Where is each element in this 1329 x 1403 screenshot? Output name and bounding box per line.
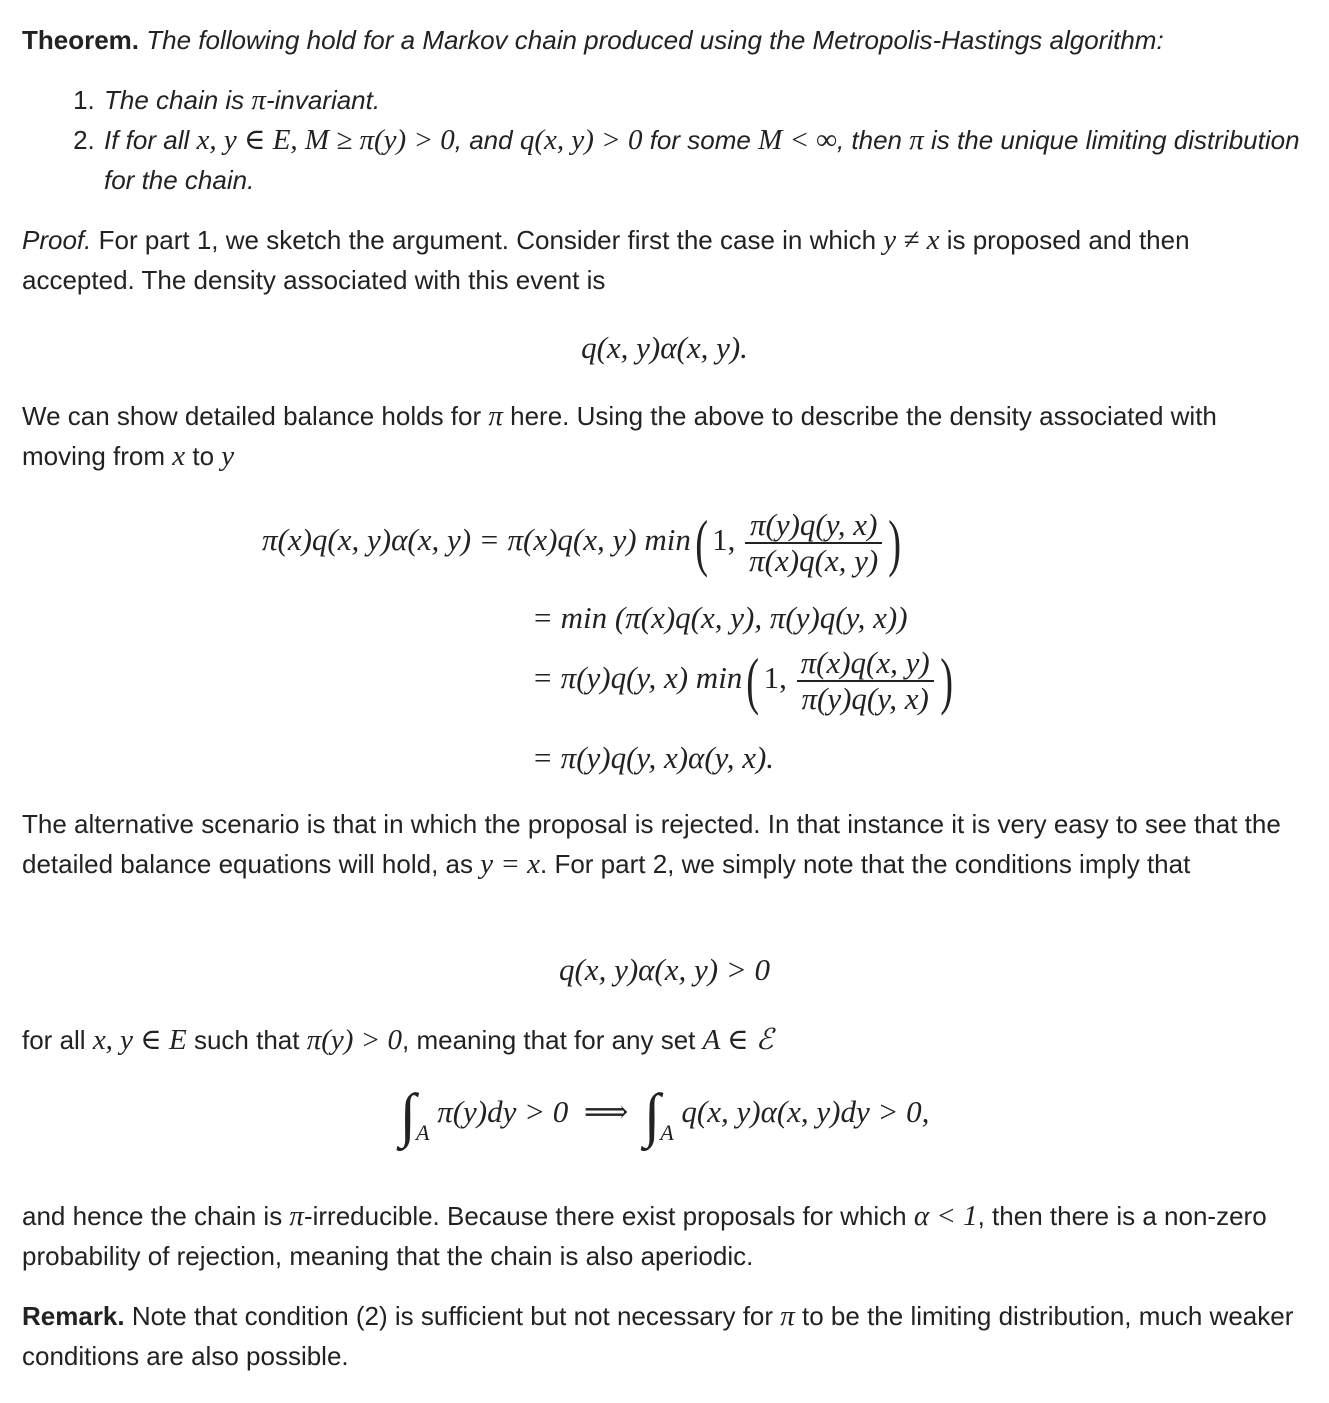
remark-paragraph: Remark. Note that condition (2) is sufficient but not necessary for π to be the limiting distribution, much weaker conditions are also possible. xyxy=(22,1300,1294,1371)
equation-density: q(x, y)α(x, y). xyxy=(581,330,748,365)
theorem-item-1: 1. The chain is π-invariant. xyxy=(102,80,1302,120)
math-condition-2: q(x, y) > 0 xyxy=(519,124,643,156)
equation-integral: $\int_A$ π(y)dy > 0 ⟹ $\int_A$ q(x, y)α(x, y)dy > 0, xyxy=(399,1081,930,1148)
proof-label: Proof. xyxy=(22,225,92,255)
align-line-3: = π(y)q(y, x) min( 1, $\frac{\pi(x)q(x, y)}{\pi(y)q(y, x)}$ ) xyxy=(532,645,953,716)
proof-paragraph-2: We can show detailed balance holds for π here. Using the above to describe the density associated with moving from x to y xyxy=(22,400,1217,472)
math-condition-1: x, y ∈ E, M ≥ π(y) > 0 xyxy=(196,124,455,156)
fraction: $\frac{\pi(x)q(x, y)}{\pi(y)q(y, x)}$ xyxy=(797,646,934,716)
proof-paragraph-4: for all x, y ∈ E such that π(y) > 0, meaning that for any set A ∈ ℰ xyxy=(22,1024,774,1056)
remark-label: Remark. xyxy=(22,1301,125,1331)
align-line-2: = min (π(x)q(x, y), π(y)q(y, x)) xyxy=(532,600,908,635)
implies-symbol: ⟹ xyxy=(583,1094,629,1129)
proof-paragraph-5: and hence the chain is π-irreducible. Because there exist proposals for which α < 1, then there is a non-zero probability of rejection, meaning that the chain is also aperiodic. xyxy=(22,1200,1267,1271)
equation-positive: q(x, y)α(x, y) > 0 xyxy=(558,952,771,987)
align-line-4: = π(y)q(y, x)α(y, x). xyxy=(532,740,775,775)
proof-paragraph-1: Proof. For part 1, we sketch the argument. Consider first the case in which y ≠ x is proposed and then accepted. The density associated with this event is xyxy=(22,224,1190,295)
fraction: $\frac{\pi(y)q(y, x)}{\pi(x)q(x, y)}$ xyxy=(745,508,882,578)
theorem-heading xyxy=(22,20,1164,60)
theorem-item-2: 2. If for all x, y ∈ E, M ≥ π(y) > 0, and q(x, y) > 0 for some M < ∞, then π is the unique limiting distribution for the chain. xyxy=(102,120,1302,200)
math-pi: π xyxy=(909,124,924,156)
integral-symbol: ∫ xyxy=(399,1081,416,1148)
theorem-list xyxy=(22,80,1302,200)
theorem-statement: The following hold for a Markov chain produced using the Metropolis-Hastings algorithm: xyxy=(146,25,1164,55)
align-lhs: π(x)q(x, y)α(x, y) xyxy=(262,522,472,558)
proof-paragraph-3: The alternative scenario is that in which the proposal is rejected. In that instance it is very easy to see that the detailed balance equations will hold, as y = x. For part 2, we simply note that the conditions imply that xyxy=(22,809,1281,880)
align-line-1: π(x)q(x, y)α(x, y) = π(x)q(x, y) min( 1, $\frac{\pi(y)q(y, x)}{\pi(x)q(x, y)}$ ) xyxy=(262,507,902,578)
theorem-label: Theorem. xyxy=(22,25,140,55)
math-condition-3: M < ∞ xyxy=(758,124,837,156)
math-pi: π xyxy=(251,84,266,116)
integral-symbol: ∫ xyxy=(643,1081,661,1148)
